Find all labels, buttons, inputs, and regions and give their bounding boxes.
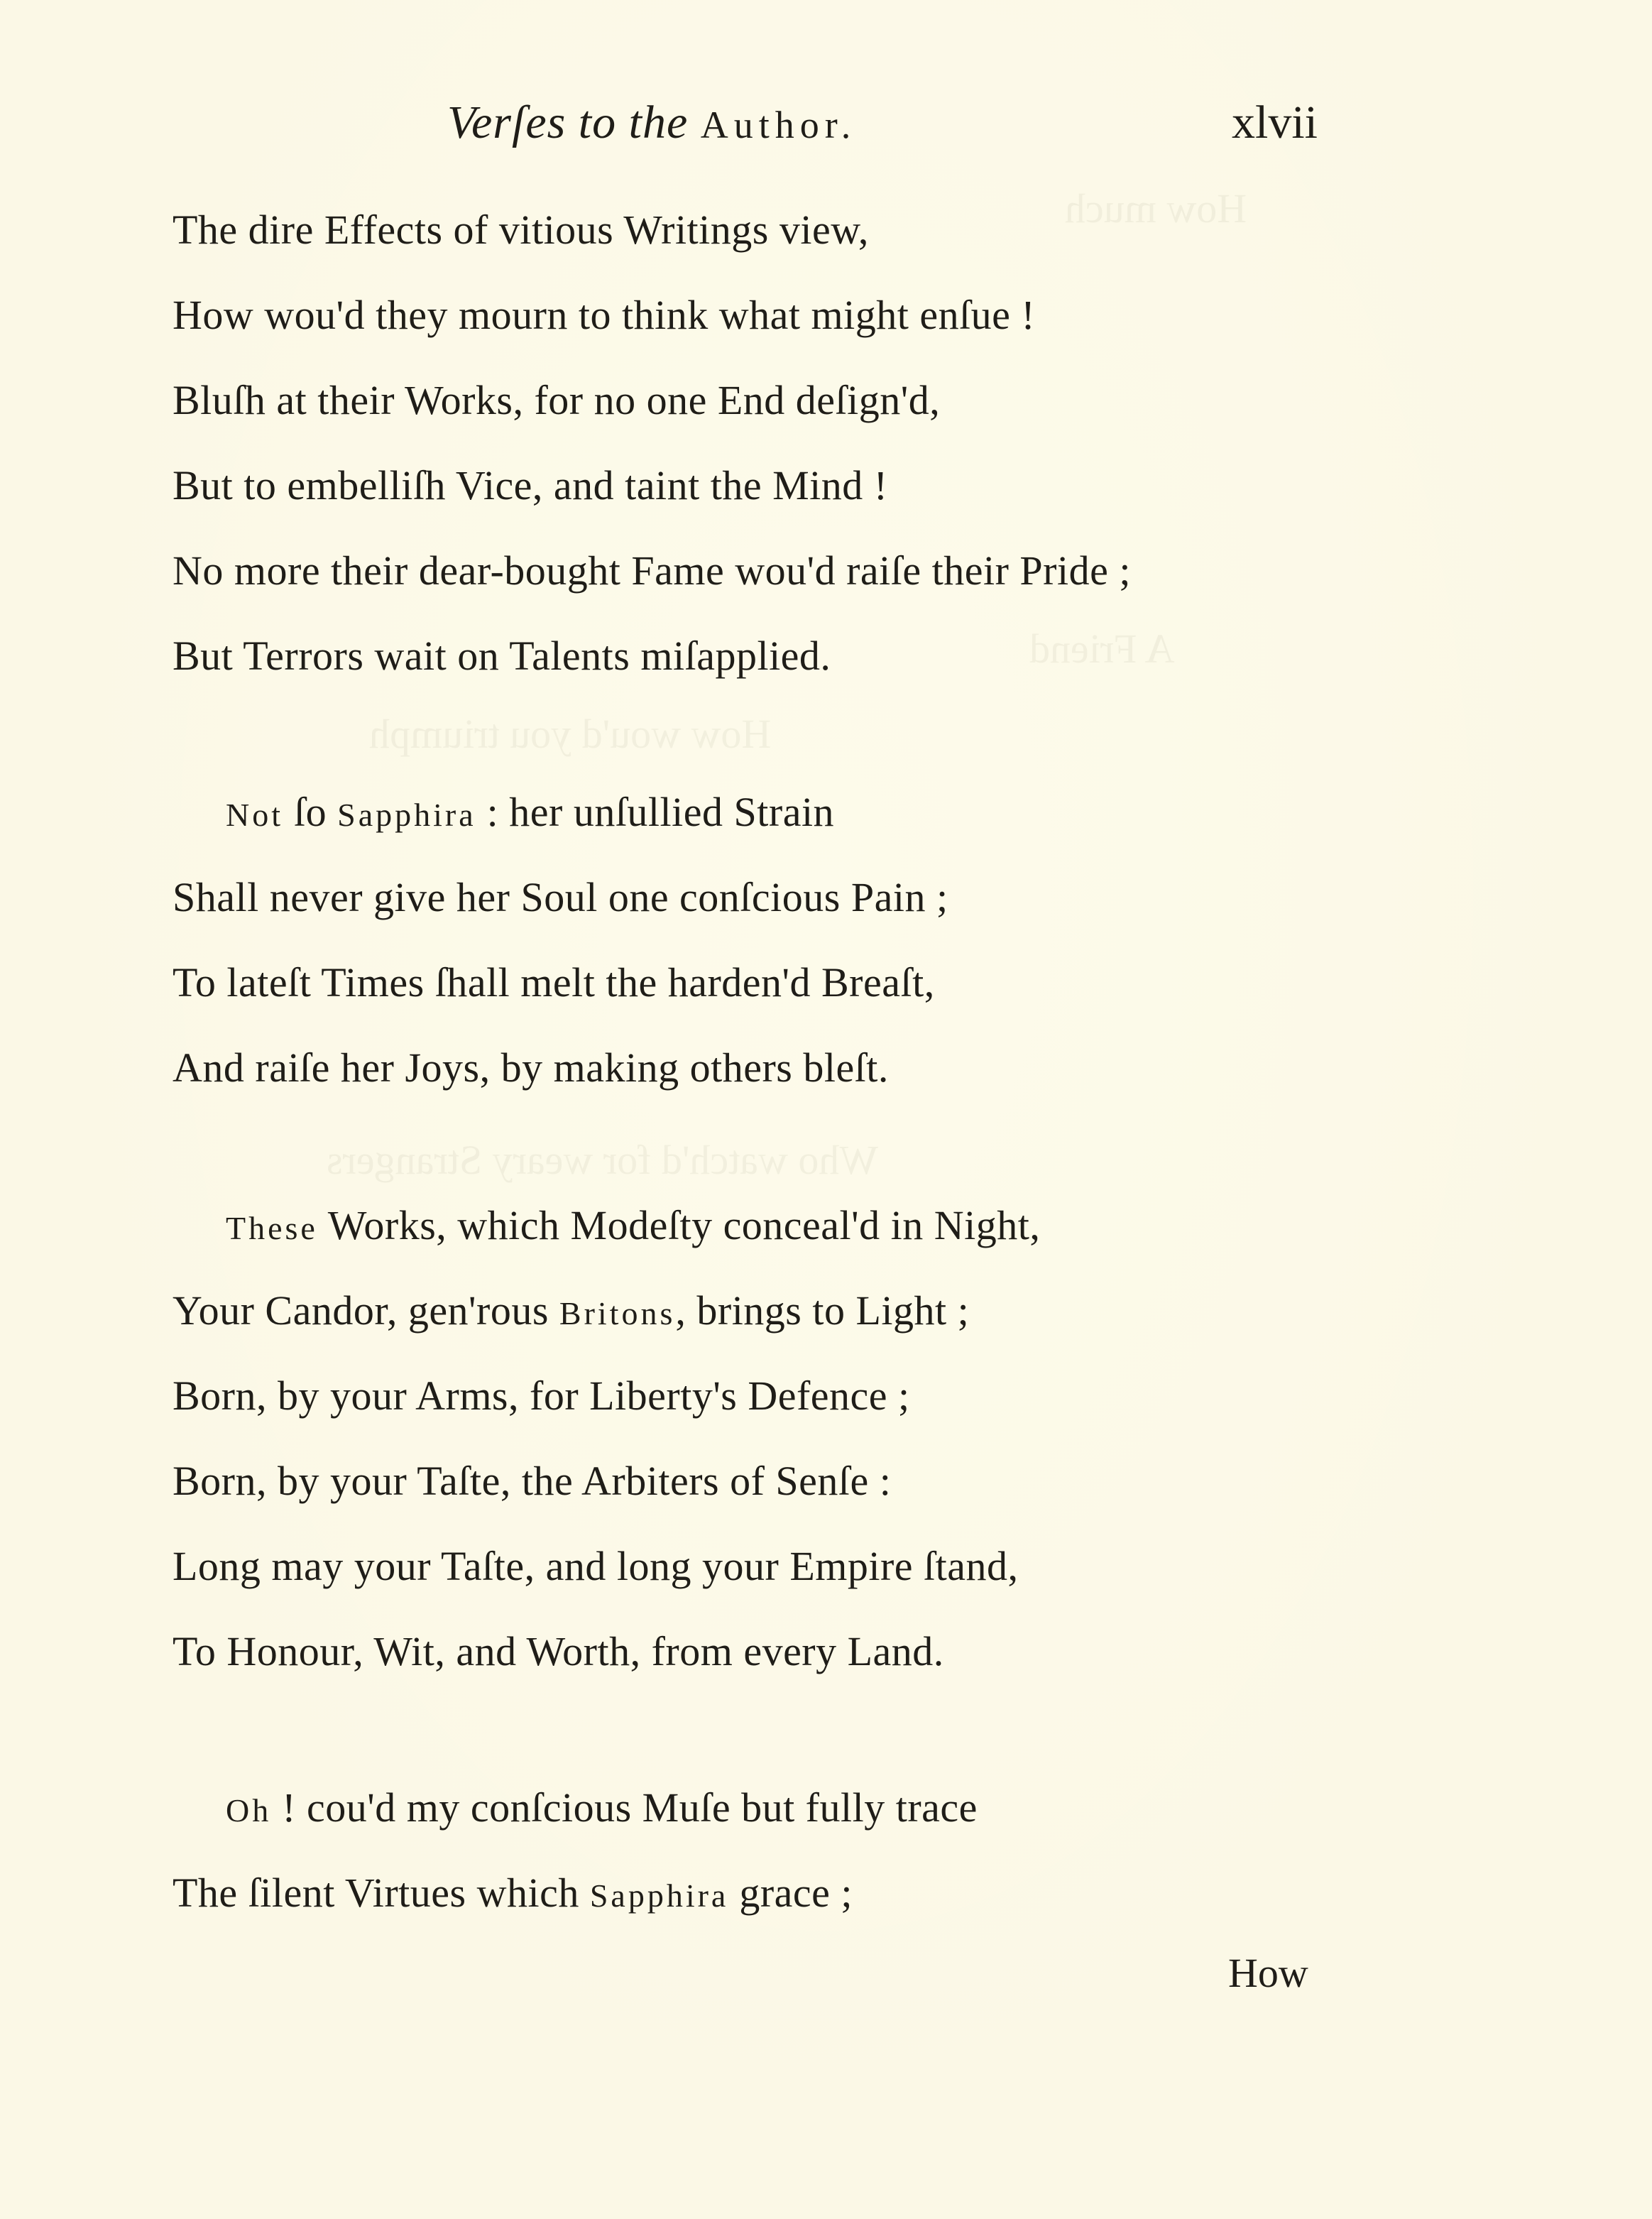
verse-line: Born, by your Arms, for Liberty's Defence ;: [173, 1373, 910, 1419]
verse-line: And raiſe her Joys, by making others bleſt.: [173, 1045, 889, 1091]
verse-line: [226, 788, 834, 836]
verse-line: Born, by your Taſte, the Arbiters of Senſe :: [173, 1458, 892, 1504]
verse-line: But Terrors wait on Talents miſapplied.: [173, 633, 831, 679]
running-head-title: Verſes to the: [447, 97, 689, 148]
verse-line: Bluſh at their Works, for no one End deſign'd,: [173, 377, 941, 423]
verse-text: , brings to Light ;: [675, 1287, 970, 1334]
verse-line: But to embelliſh Vice, and taint the Mind !: [173, 462, 888, 508]
name-smallcaps: Sapphira: [337, 797, 476, 833]
running-head-author: Author.: [700, 104, 857, 146]
verse-line: How wou'd they mourn to think what might enſue !: [173, 292, 1036, 338]
name-smallcaps: Sapphira: [589, 1877, 729, 1914]
verse-line: To Honour, Wit, and Worth, from every Land.: [173, 1628, 944, 1674]
verse-line: [226, 1784, 978, 1831]
stanza-lead-word: Oh: [226, 1792, 272, 1828]
stanza-lead-word: These: [226, 1210, 318, 1246]
name-smallcaps: Britons: [559, 1295, 676, 1331]
verse-line: [173, 1287, 969, 1334]
stanza-lead-word: Not: [226, 797, 283, 833]
verse-text: : her unſullied Strain: [476, 789, 835, 835]
verse-line: Shall never give her Soul one conſcious Pain ;: [173, 874, 948, 920]
show-through-text: Who watch'd for weary Strangers: [327, 1137, 879, 1183]
show-through-text: A Friend: [1029, 626, 1175, 672]
verse-line: Long may your Taſte, and long your Empire ſtand,: [173, 1543, 1019, 1589]
verse-text: Your Candor, gen'rous: [173, 1287, 559, 1334]
verse-line: [173, 1869, 853, 1917]
page-number: xlvii: [1232, 97, 1318, 148]
verse-text: ! cou'd my conſcious Muſe but fully trace: [271, 1784, 978, 1831]
verse-text: The ſilent Virtues which: [173, 1870, 590, 1916]
verse-text: ſo: [283, 789, 338, 835]
show-through-text: How wou'd you triumph: [369, 711, 772, 757]
running-head: [447, 96, 856, 150]
show-through-text: How much: [1065, 185, 1247, 231]
verse-line: The dire Effects of vitious Writings view,: [173, 207, 869, 253]
verse-line: To lateſt Times ſhall melt the harden'd Breaſt,: [173, 959, 935, 1005]
verse-text: grace ;: [728, 1870, 853, 1916]
verse-line: [226, 1201, 1040, 1249]
verse-line: No more their dear-bought Fame wou'd raiſe their Pride ;: [173, 547, 1131, 594]
verse-text: Works, which Modeſty conceal'd in Night,: [317, 1202, 1041, 1248]
catchword: How: [1228, 1950, 1308, 1996]
